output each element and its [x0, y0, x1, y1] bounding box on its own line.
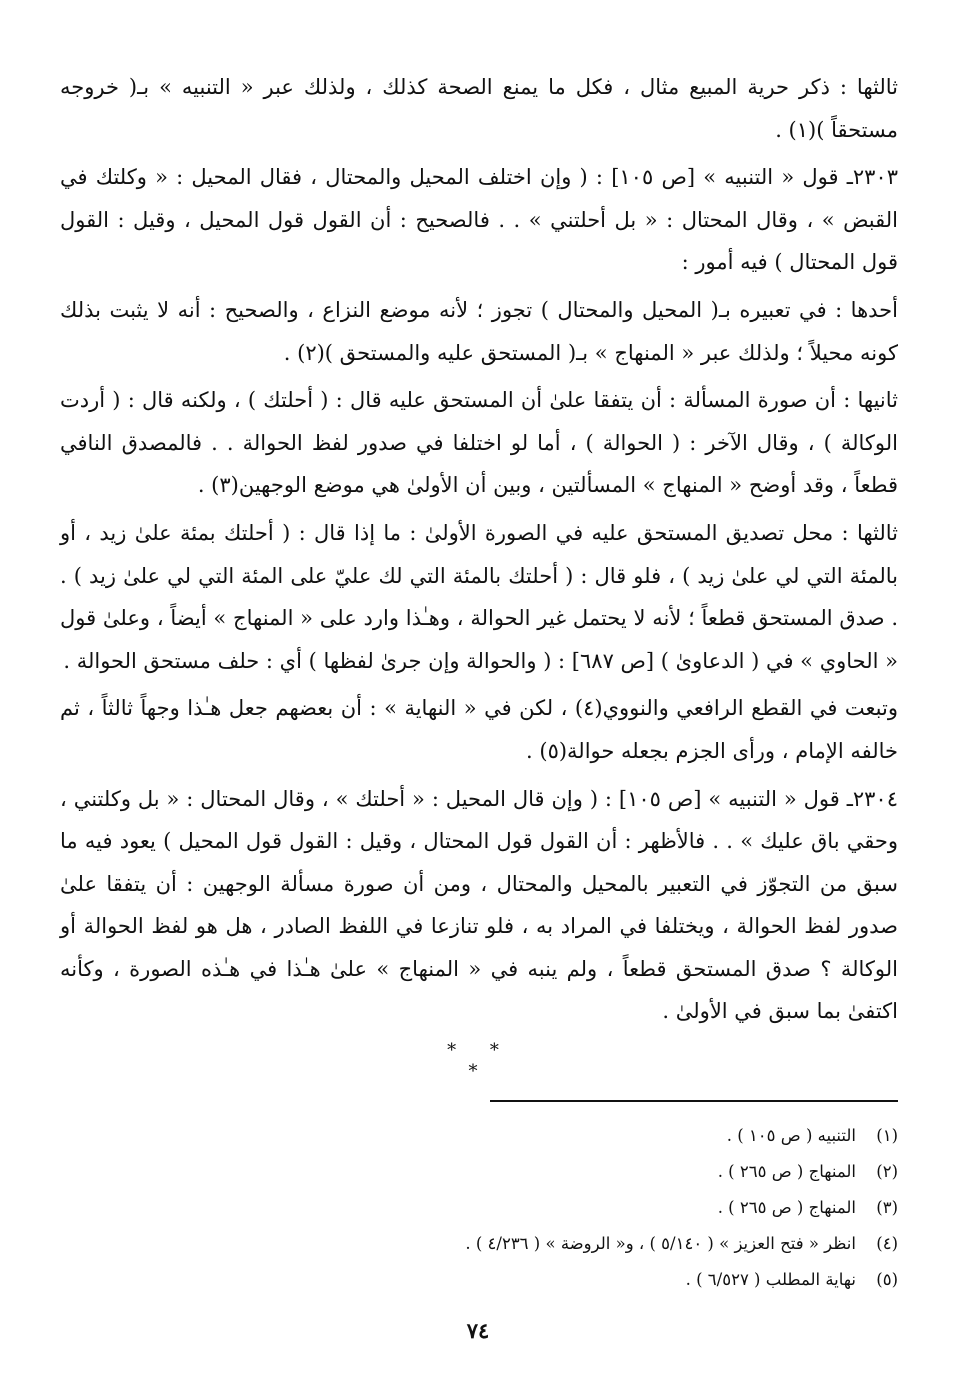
footnote-text: المنهاج ( ص ٢٦٥ ) . [717, 1162, 856, 1181]
paragraph-1: ثالثها : ذكر حرية المبيع مثال ، فكل ما يمنع الصحة كذلك ، ولذلك عبر « التنبيه » بـ( خروجه مستحقاً )(١) . [60, 75, 898, 142]
paragraph-first-point: أحدها : في تعبيره بـ( المحيل والمحتال ) تجوز ؛ لأنه موضع النزاع ، والصحيح : أنه لا يثبت بذلك كونه محيلاً ؛ ولذلك عبر « المنهاج » بـ( المستحق عليه والمستحق )(٢) . [60, 297, 898, 365]
footnote-rule [490, 1100, 898, 1102]
main-text [60, 66, 898, 1033]
footnote-5 [60, 1265, 898, 1301]
paragraph-2304: ٢٣٠٤ـ قول « التنبيه » [ص ١٠٥] : ( وإن قال المحيل : « أحلتك » ، وقال المحتال : « بل وكلتني ، وحقي باق عليك » . . فالأظهر : أن القول قول المحتال ، وقيل : القول قول المحيل ) يعود فيه ما سبق من التجوّز في التعبير بالمحيل والمحتال ، ومن أن صورة مسألة الوجهين : أن يتفقا علىٰ صدور لفظ الحوالة ، ويختلفا في المراد به ، فلو تنازعا في اللفظ الصادر ، هل هو لفظ الحوالة أو الوكالة ؟ صدق المستحق قطعاً ، ولم ينبه في « المنهاج » علىٰ هـٰذا في هـٰذه الصورة ، وكأنه اكتفىٰ بما سبق في الأولىٰ . [60, 786, 898, 1024]
footnote-number: (١) [876, 1126, 898, 1145]
footnote-number: (٥) [876, 1270, 898, 1289]
footnote-text: المنهاج ( ص ٢٦٥ ) . [717, 1198, 856, 1217]
footnote-text: نهاية المطلب ( ٦/٥٢٧ ) . [685, 1270, 856, 1289]
paragraph-second-point: ثانيها : أن صورة المسألة : أن يتفقا علىٰ أن المستحق عليه قال : ( أحلتك ) ، ولكنه قال : ( أردت الوكالة ) ، وقال الآخر : ( الحوالة ) ، أما لو اختلفا في صدور لفظ الحوالة . . فالمصدق النافي قطعاً ، وقد أوضح « المنهاج » المسألتين ، وبين أن الأولىٰ هي موضع الوجهين(٣) . [60, 388, 898, 498]
section-separator: * * * [447, 1040, 513, 1082]
paragraph-third-point: ثالثها : محل تصديق المستحق عليه في الصورة الأولىٰ : ما إذا قال : ( أحلتك بمئة علىٰ زيد ، أو بالمئة التي لي علىٰ زيد ) ، فلو قال : ( أحلتك بالمئة التي لك عليّ على المئة التي لي علىٰ زيد ) . . صدق المستحق قطعاً ؛ لأنه لا يحتمل غير الحوالة ، وهـٰذا وارد على « المنهاج » أيضاً ، وعلىٰ قول « الحاوي » في ( الدعاوىٰ ) [ص ٦٨٧] : ( والحوالة وإن جرىٰ لفظها ) أي : حلف مستحق الحوالة . [60, 520, 898, 673]
footnote-1 [60, 1121, 898, 1157]
footnote-text: التنبيه ( ص ١٠٥ ) . [726, 1126, 856, 1145]
footnotes [60, 1121, 898, 1301]
paragraph-followup: وتبعت في القطع الرافعي والنووي(٤) ، لكن في « النهاية » : أن بعضهم جعل هـٰذا وجهاً ثالثاً ، ثم خالفه الإمام ، ورأى الجزم بجعله حوالة(٥) . [60, 696, 898, 763]
paragraph-2303: ٢٣٠٣ـ قول « التنبيه » [ص ١٠٥] : ( وإن اختلف المحيل والمحتال ، فقال المحيل : « وكلتك في القبض » ، وقال المحتال : « بل أحلتني » . . فالصحيح : أن القول قول المحيل ، وقيل : القول قول المحتال ) فيه أمور : [60, 165, 899, 275]
footnote-2 [60, 1157, 898, 1193]
footnote-number: (٣) [876, 1198, 898, 1217]
footnote-4 [60, 1229, 898, 1265]
footnote-number: (٤) [876, 1234, 898, 1253]
footnote-text: انظر « فتح العزيز » ( ٥/١٤٠ ) ، و« الروضة » ( ٤/٢٣٦ ) . [465, 1234, 856, 1253]
footnote-3 [60, 1193, 898, 1229]
footnote-number: (٢) [876, 1162, 898, 1181]
page-number: ٧٤ [466, 1318, 490, 1343]
